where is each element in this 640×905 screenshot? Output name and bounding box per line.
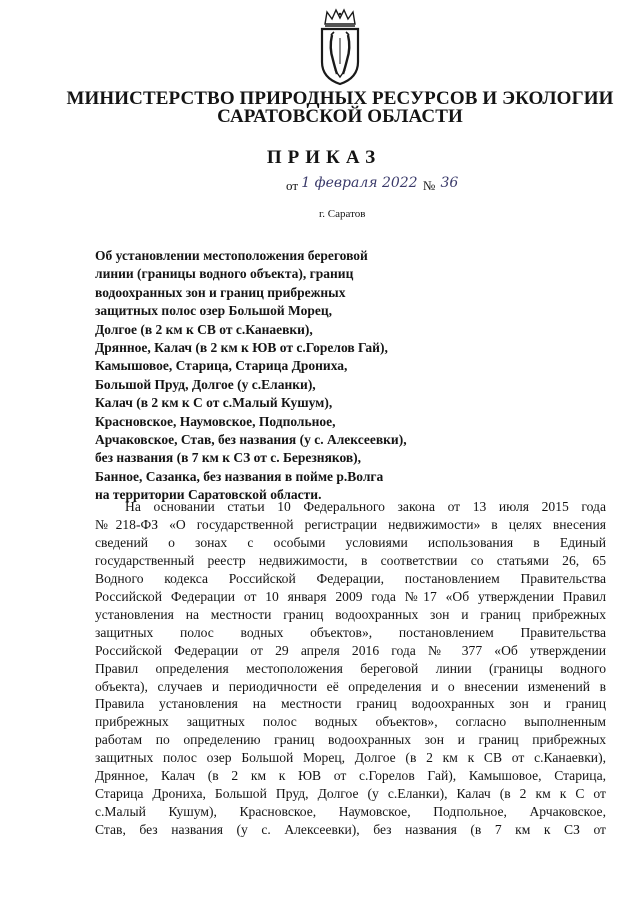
title-line: защитных полос озер Большой Морец, bbox=[95, 303, 332, 319]
body-line: Дрянное, Калач (в 2 км к ЮВ от с.Горелов Гай), Камышовое, Старица, bbox=[95, 768, 606, 784]
title-line: Дрянное, Калач (в 2 км к ЮВ от с.Горелов Гай), bbox=[95, 340, 388, 356]
title-line: Банное, Сазанка, без названия в пойме р.Волга bbox=[95, 468, 384, 484]
handwritten-date: 1 февраля 2022 bbox=[301, 175, 418, 191]
date-prefix: от bbox=[286, 178, 299, 193]
title-line: Долгое (в 2 км к СВ от с.Канаевки), bbox=[95, 321, 313, 337]
order-title bbox=[95, 247, 495, 505]
body-line: объекта), случаев и периодичности её определения и о внесении изменений в bbox=[95, 678, 606, 694]
title-line: Калач (в 2 км к С от с.Малый Кушум), bbox=[95, 395, 333, 411]
body-line: Став, без названия (у с. Алексеевки), без названия (в 7 км к СЗ от bbox=[95, 822, 606, 838]
ministry-name-line1: МИНИСТЕРСТВО ПРИРОДНЫХ РЕСУРСОВ И ЭКОЛОГИИ bbox=[66, 88, 614, 109]
number-sign: № bbox=[422, 178, 436, 193]
body-line: Правила установления на местности границ водоохранных зон и границ bbox=[95, 696, 606, 712]
body-line: защитных полос озер Большой Морец, Долгое (в 2 км к СВ от с.Канаевки), bbox=[95, 750, 606, 766]
body-line: Старица Дрониха, Большой Пруд, Долгое (у с.Еланки), Калач (в 2 км к С от bbox=[95, 786, 606, 802]
body-line: прибрежных защитных полос водных объектов», согласно выполненным bbox=[95, 714, 606, 730]
body-line: Правил определения местоположения береговой линии (границы водного bbox=[95, 660, 606, 676]
body-line: Водного кодекса Российской Федерации, постановлением Правительства bbox=[95, 570, 606, 586]
title-line: Арчаковское, Став, без названия (у с. Алексеевки), bbox=[95, 432, 407, 448]
order-date-number bbox=[286, 175, 459, 194]
handwritten-number: 36 bbox=[440, 175, 459, 191]
order-body-paragraph bbox=[95, 498, 606, 839]
body-line: сведений о зонах с особыми условиями использования в Единый bbox=[95, 534, 606, 550]
body-line: установления на местности границ водоохранных зон и границ прибрежных bbox=[95, 606, 606, 622]
title-line: без названия (в 7 км к СЗ от с. Березняков), bbox=[95, 450, 362, 466]
body-line: Российской Федерации от 10 января 2009 года №17 «Об утверждении Правил bbox=[95, 588, 606, 604]
ministry-name-line2: САРАТОВСКОЙ ОБЛАСТИ bbox=[217, 106, 463, 127]
body-line: Российской Федерации от 29 апреля 2016 года № 377 «Об утверждении bbox=[95, 642, 606, 658]
body-line: На основании статьи 10 Федерального закона от 13 июля 2015 года bbox=[125, 499, 606, 514]
title-line: водоохранных зон и границ прибрежных bbox=[95, 284, 346, 300]
body-line: защитных полос водных объектов», постановлением Правительства bbox=[95, 624, 606, 640]
city-label: г. Саратов bbox=[319, 208, 366, 220]
document-type-heading: ПРИКАЗ bbox=[266, 147, 382, 168]
title-line: Красновское, Наумовское, Подпольное, bbox=[95, 413, 336, 429]
body-line: государственный реестр недвижимости, в соответствии со статьями 26, 65 bbox=[95, 552, 606, 568]
saratov-region-coat-of-arms-icon bbox=[317, 8, 363, 86]
body-line: работам по определению границ водоохранных зон и границ прибрежных bbox=[95, 732, 606, 748]
title-line: линии (границы водного объекта), границ bbox=[95, 266, 354, 282]
body-line: с.Малый Кушум), Красновское, Наумовское, Подпольное, Арчаковское, bbox=[95, 804, 606, 820]
title-line: Об установлении местоположения береговой bbox=[95, 248, 368, 263]
title-line: на территории Саратовской области. bbox=[95, 487, 322, 503]
body-line: №218-ФЗ «О государственной регистрации недвижимости» в целях внесения bbox=[95, 516, 606, 532]
title-line: Камышовое, Старица, Старица Дрониха, bbox=[95, 358, 348, 374]
title-line: Большой Пруд, Долгое (у с.Еланки), bbox=[95, 376, 316, 392]
